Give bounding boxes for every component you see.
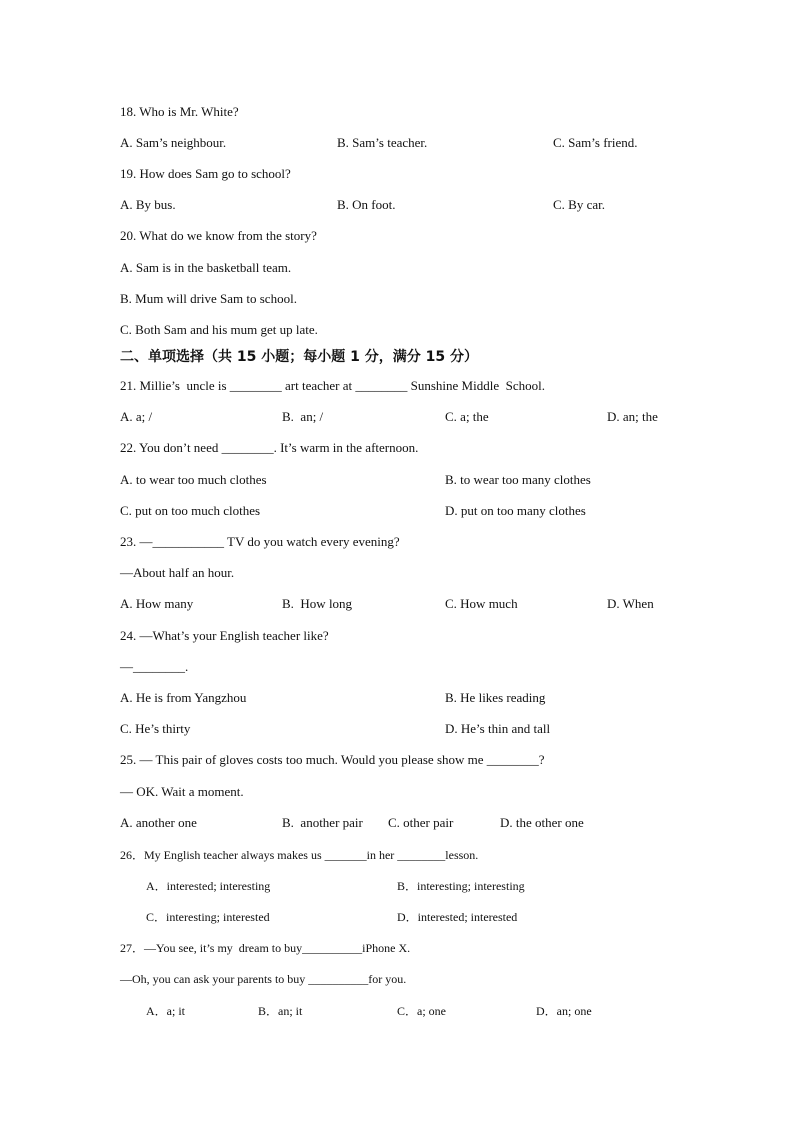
question-19-option-b: B. On foot. — [337, 197, 396, 212]
question-26-option-a: A．interested; interesting — [146, 879, 271, 893]
question-24-stem: 24. —What’s your English teacher like? — [120, 628, 329, 643]
question-23-option-d: D. When — [607, 596, 654, 611]
question-21-option-d: D. an; the — [607, 409, 658, 424]
question-18-option-c: C. Sam’s friend. — [553, 135, 638, 150]
question-27-option-a: A．a; it — [146, 1004, 185, 1018]
question-18-option-a: A. Sam’s neighbour. — [120, 135, 227, 150]
question-21-stem: 21. Millie’s uncle is ________ art teacher at ________ Sunshine Middle School. — [120, 378, 545, 393]
question-21-option-b: B. an; / — [282, 409, 324, 424]
question-18-option-b: B. Sam’s teacher. — [337, 135, 428, 150]
question-23-option-b: B. How long — [282, 596, 353, 611]
question-20-option-c: C. Both Sam and his mum get up late. — [120, 322, 318, 337]
question-27-stem: 27．—You see, it’s my dream to buy__________iPhone X. — [120, 941, 411, 955]
question-25-option-c: C. other pair — [388, 815, 454, 830]
question-20-option-b: B. Mum will drive Sam to school. — [120, 291, 297, 306]
question-26-option-c: C．interesting; interested — [146, 910, 270, 924]
question-25-option-b: B. another pair — [282, 815, 363, 830]
section-2-heading: 二、单项选择（共 15 小题；每小题 1 分，满分 15 分） — [120, 349, 478, 365]
question-26-stem: 26．My English teacher always makes us _______in her ________lesson. — [120, 848, 479, 862]
question-20-option-a: A. Sam is in the basketball team. — [120, 260, 292, 275]
question-24-option-b: B. He likes reading — [445, 690, 546, 705]
question-25-option-d: D. the other one — [500, 815, 584, 830]
question-26-option-d: D．interested; interested — [397, 910, 518, 924]
question-22-stem: 22. You don’t need ________. It’s warm in the afternoon. — [120, 440, 419, 455]
question-27-reply: —Oh, you can ask your parents to buy __________for you. — [120, 972, 407, 986]
question-26-option-b: B．interesting; interesting — [397, 879, 525, 893]
question-22-option-a: A. to wear too much clothes — [120, 472, 267, 487]
question-21-option-c: C. a; the — [445, 409, 489, 424]
question-19-stem: 19. How does Sam go to school? — [120, 166, 291, 181]
question-22-option-c: C. put on too much clothes — [120, 503, 261, 518]
question-23-option-a: A. How many — [120, 596, 194, 611]
question-20-stem: 20. What do we know from the story? — [120, 228, 317, 243]
question-23-option-c: C. How much — [445, 596, 518, 611]
question-27-option-b: B．an; it — [258, 1004, 303, 1018]
question-18-stem: 18. Who is Mr. White? — [120, 104, 239, 119]
question-22-option-b: B. to wear too many clothes — [445, 472, 591, 487]
question-23-reply: —About half an hour. — [120, 565, 235, 580]
question-24-option-a: A. He is from Yangzhou — [120, 690, 247, 705]
question-27-option-d: D．an; one — [536, 1004, 592, 1018]
question-19-option-a: A. By bus. — [120, 197, 176, 212]
question-19-option-c: C. By car. — [553, 197, 605, 212]
question-23-stem: 23. —___________ TV do you watch every evening? — [120, 534, 400, 549]
question-24-option-d: D. He’s thin and tall — [445, 721, 551, 736]
question-24-option-c: C. He’s thirty — [120, 721, 191, 736]
question-25-reply: — OK. Wait a moment. — [120, 784, 244, 799]
question-25-option-a: A. another one — [120, 815, 197, 830]
question-24-reply: —________. — [120, 659, 189, 674]
question-21-option-a: A. a; / — [120, 409, 153, 424]
question-22-option-d: D. put on too many clothes — [445, 503, 586, 518]
question-25-stem: 25. — This pair of gloves costs too much. Would you please show me ________? — [120, 752, 545, 767]
question-27-option-c: C．a; one — [397, 1004, 446, 1018]
